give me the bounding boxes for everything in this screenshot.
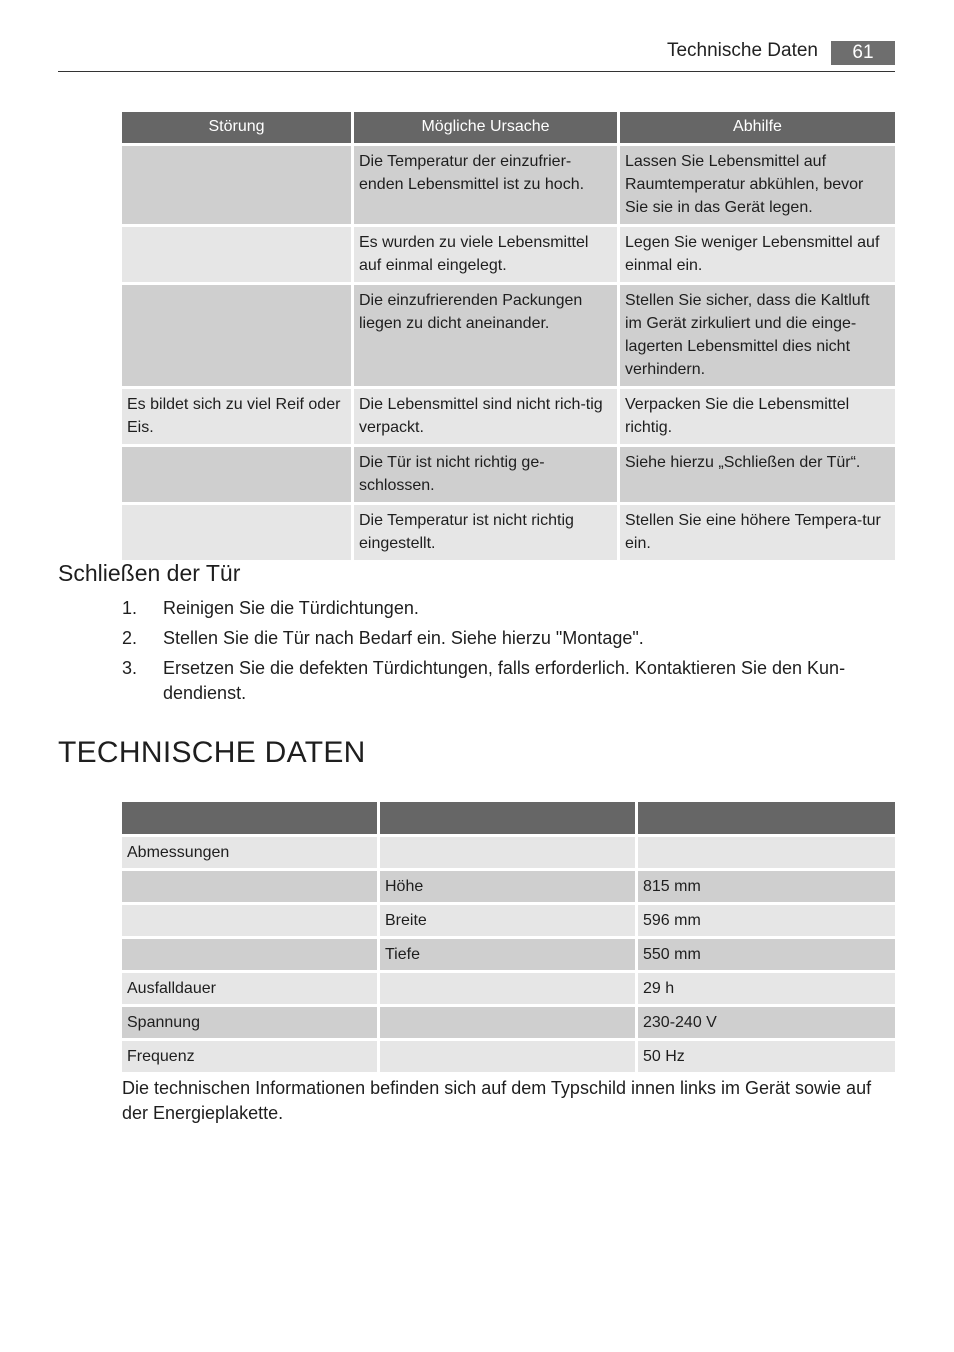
column-header-empty	[380, 802, 635, 834]
step-number: 1.	[122, 598, 138, 618]
spec-sublabel	[380, 837, 635, 868]
spec-label	[122, 871, 377, 902]
remedy-cell: Verpacken Sie die Lebensmittel richtig.	[620, 389, 895, 444]
step-text: Ersetzen Sie die defekten Türdichtungen, falls erforderlich. Kontaktieren Sie den Kun-dendienst.	[163, 658, 846, 703]
problem-cell	[122, 285, 351, 386]
typeplate-note: Die technischen Informationen befinden sich auf dem Typschild innen links im Gerät sowie auf der Energieplakette.	[122, 1078, 872, 1123]
spec-sublabel: Breite	[380, 905, 635, 936]
cause-cell: Die Temperatur der einzufrier-enden Lebensmittel ist zu hoch.	[354, 146, 617, 224]
tech-data-chapter-title: TECHNISCHE DATEN	[58, 736, 366, 769]
spec-value	[638, 837, 895, 868]
table-row	[122, 389, 895, 444]
spec-value: 596 mm	[638, 905, 895, 936]
table-row	[122, 871, 895, 902]
problem-cell	[122, 227, 351, 282]
table-row	[122, 505, 895, 560]
list-item	[122, 626, 882, 651]
table-row	[122, 1041, 895, 1072]
problem-cell	[122, 447, 351, 502]
spec-value: 50 Hz	[638, 1041, 895, 1072]
page-number-badge: 61	[831, 41, 895, 65]
spec-sublabel: Tiefe	[380, 939, 635, 970]
problem-cell: Es bildet sich zu viel Reif oder Eis.	[122, 389, 351, 444]
spec-label: Abmessungen	[122, 837, 377, 868]
spec-value: 29 h	[638, 973, 895, 1004]
page-header	[58, 38, 895, 72]
spec-label: Spannung	[122, 1007, 377, 1038]
troubleshooting-table	[119, 109, 898, 563]
table-row	[122, 1007, 895, 1038]
door-section-heading: Schließen der Tür	[58, 560, 241, 586]
spec-value: 550 mm	[638, 939, 895, 970]
spec-label	[122, 905, 377, 936]
step-text: Stellen Sie die Tür nach Bedarf ein. Siehe hierzu "Montage".	[163, 628, 644, 648]
cause-cell: Die Lebensmittel sind nicht rich-tig verpackt.	[354, 389, 617, 444]
remedy-cell: Lassen Sie Lebensmittel auf Raumtemperatur abkühlen, bevor Sie sie in das Gerät legen.	[620, 146, 895, 224]
spec-label: Ausfalldauer	[122, 973, 377, 1004]
problem-cell	[122, 505, 351, 560]
spec-label	[122, 939, 377, 970]
column-header-cause: Mögliche Ursache	[354, 112, 617, 143]
remedy-cell: Stellen Sie eine höhere Tempera-tur ein.	[620, 505, 895, 560]
table-header-row	[122, 802, 895, 834]
table-row	[122, 837, 895, 868]
table-row	[122, 905, 895, 936]
table-row	[122, 227, 895, 282]
table-header-row	[122, 112, 895, 143]
remedy-cell: Siehe hierzu „Schließen der Tür“.	[620, 447, 895, 502]
list-item	[122, 596, 882, 621]
cause-cell: Die einzufrierenden Packungen liegen zu dicht aneinander.	[354, 285, 617, 386]
spec-label: Frequenz	[122, 1041, 377, 1072]
problem-cell	[122, 146, 351, 224]
step-number: 3.	[122, 658, 138, 678]
spec-sublabel	[380, 1041, 635, 1072]
cause-cell: Die Tür ist nicht richtig ge-schlossen.	[354, 447, 617, 502]
remedy-cell: Stellen Sie sicher, dass die Kaltluft im Gerät zirkuliert und die einge-lagerten Lebensmittel dies nicht verhindern.	[620, 285, 895, 386]
cause-cell: Es wurden zu viele Lebensmittel auf einmal eingelegt.	[354, 227, 617, 282]
column-header-problem: Störung	[122, 112, 351, 143]
spec-value: 230-240 V	[638, 1007, 895, 1038]
spec-sublabel: Höhe	[380, 871, 635, 902]
remedy-cell: Legen Sie weniger Lebensmittel auf einmal ein.	[620, 227, 895, 282]
column-header-remedy: Abhilfe	[620, 112, 895, 143]
step-number: 2.	[122, 628, 138, 648]
column-header-empty	[122, 802, 377, 834]
table-row	[122, 285, 895, 386]
table-row	[122, 447, 895, 502]
cause-cell: Die Temperatur ist nicht richtig eingestellt.	[354, 505, 617, 560]
list-item	[122, 656, 882, 706]
table-row	[122, 973, 895, 1004]
column-header-empty	[638, 802, 895, 834]
table-row	[122, 146, 895, 224]
spec-value: 815 mm	[638, 871, 895, 902]
table-row	[122, 939, 895, 970]
spec-sublabel	[380, 973, 635, 1004]
spec-sublabel	[380, 1007, 635, 1038]
technical-data-table	[119, 799, 898, 1075]
door-steps-list	[122, 596, 882, 711]
step-text: Reinigen Sie die Türdichtungen.	[163, 598, 419, 618]
running-header-title: Technische Daten	[666, 40, 818, 61]
